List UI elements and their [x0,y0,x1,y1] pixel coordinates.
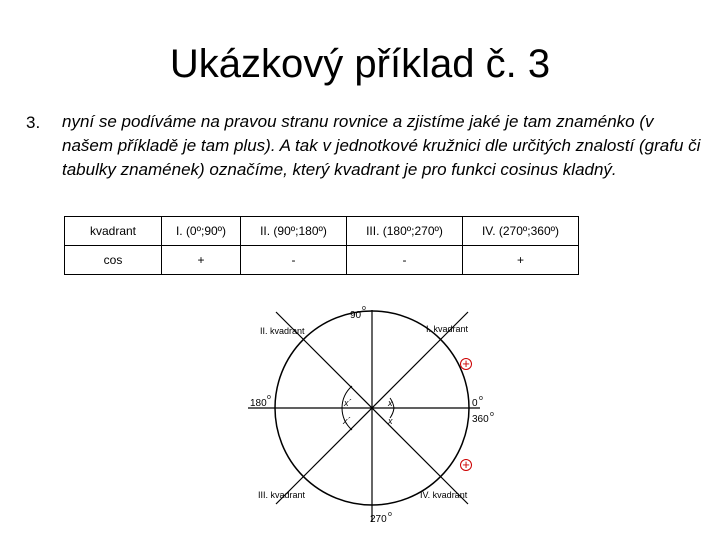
sign-cell-2: - [241,246,347,275]
cosine-sign-table [64,216,579,275]
angle-label-90: 90 [350,310,362,321]
x-label-lower-right: x [388,416,393,426]
sign-cell-1: + [162,246,241,275]
table-row [65,217,579,246]
plus-sign-upper: + [462,356,470,371]
quadrant-label-1: I. kvadrant [426,324,469,334]
angle-label-0: 0 [472,398,478,409]
sign-cell-3: - [347,246,463,275]
quadrant-header-3: III. (180º;270º) [347,217,463,246]
angle-label-360: 360 [472,414,489,425]
degree-mark-180: o [267,394,271,401]
table-row [65,246,579,275]
quadrant-header-1: I. (0º;90º) [162,217,241,246]
x-label-lower-left: x´ [343,416,351,426]
quadrant-header-2: II. (90º;180º) [241,217,347,246]
x-label-upper-right: x [388,398,393,408]
quadrant-label-3: III. kvadrant [258,490,306,500]
sign-cell-4: + [463,246,579,275]
degree-mark-90: o [362,305,366,312]
quadrant-header-4: IV. (270º;360º) [463,217,579,246]
degree-mark-360: o [490,411,494,418]
item-number: 3. [26,113,41,132]
degree-mark-0: o [479,395,483,402]
degree-mark-270: o [388,511,392,518]
unit-circle-diagram [240,300,500,532]
header-label: kvadrant [65,217,162,246]
quadrant-label-4: IV. kvadrant [420,490,468,500]
x-label-upper-left: x´ [344,398,352,408]
plus-sign-lower: + [462,457,470,472]
row-label: cos [65,246,162,275]
explanation-paragraph: nyní se podíváme na pravou stranu rovnice a zjistíme jaké je tam znaménko (v našem příkladě je tam plus). A tak v jednotkové kružnici dle určitých znalostí (grafu či tabulky znamének) označíme, který kvadrant je pro funkci cosinus kladný. [62,112,701,179]
slide-title: Ukázkový příklad č. 3 [169,42,551,86]
angle-label-180: 180 [250,398,267,409]
quadrant-label-2: II. kvadrant [260,326,305,336]
angle-label-270: 270 [370,514,387,525]
